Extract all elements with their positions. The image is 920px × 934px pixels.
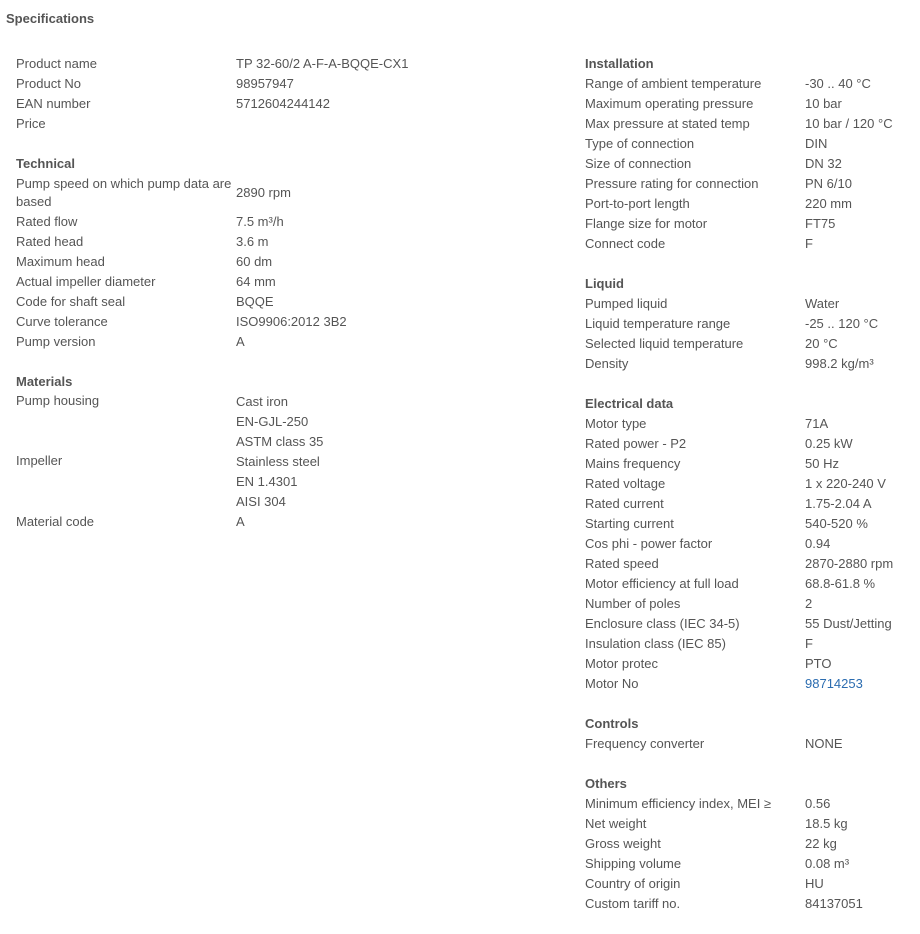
spec-value: F xyxy=(805,636,813,651)
spec-label: Gross weight xyxy=(585,836,661,851)
liquid-section xyxy=(585,274,915,374)
spec-value: PN 6/10 xyxy=(805,176,852,191)
spec-row xyxy=(585,554,915,574)
spec-value: 1 x 220-240 V xyxy=(805,476,886,491)
spec-value: A xyxy=(236,334,245,349)
spec-value: 10 bar / 120 °C xyxy=(805,116,893,131)
spec-value: 0.94 xyxy=(805,536,831,551)
spec-label: Motor type xyxy=(585,416,647,431)
spec-label: Impeller xyxy=(16,453,63,468)
spec-row xyxy=(585,454,915,474)
section-title-others: Others xyxy=(585,776,627,791)
spec-row-product-name xyxy=(16,54,566,74)
installation-section xyxy=(585,54,915,254)
spec-label: Pump version xyxy=(16,334,96,349)
spec-label: Motor protec xyxy=(585,656,658,671)
spec-label: Port-to-port length xyxy=(585,196,690,211)
spec-row xyxy=(585,94,915,114)
spec-value: 2890 rpm xyxy=(236,185,291,200)
spec-row xyxy=(585,114,915,134)
spec-row xyxy=(585,794,915,814)
electrical-section xyxy=(585,394,915,694)
spec-label: Minimum efficiency index, MEI ≥ xyxy=(585,796,772,811)
spec-label: Density xyxy=(585,356,629,371)
spec-row xyxy=(585,334,915,354)
spec-value: 1.75-2.04 A xyxy=(805,496,872,511)
section-title-materials: Materials xyxy=(16,374,73,389)
spec-value: 55 Dust/Jetting xyxy=(805,616,892,631)
spec-value: ASTM class 35 xyxy=(236,434,324,449)
spec-label: Net weight xyxy=(585,816,647,831)
spec-label: Selected liquid temperature xyxy=(585,336,744,351)
spec-value: 84137051 xyxy=(805,896,863,911)
spec-row-rated-head xyxy=(16,232,566,252)
spec-value: 10 bar xyxy=(805,96,842,111)
materials-section xyxy=(16,372,566,532)
spec-row xyxy=(585,154,915,174)
spec-value: 60 dm xyxy=(236,254,273,269)
spec-label: Type of connection xyxy=(585,136,695,151)
technical-section xyxy=(16,154,566,352)
spec-row xyxy=(585,634,915,654)
spec-label: Pumped liquid xyxy=(585,296,668,311)
spec-row xyxy=(585,894,915,914)
spec-value: 50 Hz xyxy=(805,456,839,471)
spec-value: 0.56 xyxy=(805,796,831,811)
spec-label: Max pressure at stated temp xyxy=(585,116,750,131)
spec-row-product-no xyxy=(16,74,566,94)
spec-label: Country of origin xyxy=(585,876,681,891)
spec-row xyxy=(585,354,915,374)
spec-value: 22 kg xyxy=(805,836,837,851)
spec-value: DN 32 xyxy=(805,156,842,171)
spec-row xyxy=(585,594,915,614)
spec-label: Maximum operating pressure xyxy=(585,96,754,111)
spec-label: Rated current xyxy=(585,496,664,511)
spec-row-pump-speed xyxy=(16,174,566,212)
spec-value: FT75 xyxy=(805,216,836,231)
spec-row xyxy=(585,814,915,834)
spec-label: Frequency converter xyxy=(585,736,705,751)
spec-value: 18.5 kg xyxy=(805,816,848,831)
spec-value: Cast iron xyxy=(236,394,289,409)
spec-row-rated-flow xyxy=(16,212,566,232)
spec-value: DIN xyxy=(805,136,828,151)
spec-row xyxy=(585,74,915,94)
section-title-controls: Controls xyxy=(585,716,639,731)
spec-value: 2 xyxy=(805,596,813,611)
spec-value: 998.2 kg/m³ xyxy=(805,356,874,371)
spec-row xyxy=(585,654,915,674)
spec-label: Price xyxy=(16,116,46,131)
spec-label: Maximum head xyxy=(16,254,105,269)
spec-value: 0.08 m³ xyxy=(805,856,850,871)
spec-label: Enclosure class (IEC 34-5) xyxy=(585,616,740,631)
motor-no-link[interactable]: 98714253 xyxy=(805,676,863,691)
spec-label: Starting current xyxy=(585,516,674,531)
spec-label: Code for shaft seal xyxy=(16,294,126,309)
spec-value: 3.6 m xyxy=(236,234,269,249)
spec-value: F xyxy=(805,236,813,251)
spec-row xyxy=(585,234,915,254)
spec-value: BQQE xyxy=(236,294,274,309)
spec-label: Flange size for motor xyxy=(585,216,708,231)
spec-row-pump-version xyxy=(16,332,566,352)
spec-value: HU xyxy=(805,876,824,891)
spec-label: Insulation class (IEC 85) xyxy=(585,636,726,651)
spec-label: Number of poles xyxy=(585,596,681,611)
section-title-liquid: Liquid xyxy=(585,276,624,291)
spec-row xyxy=(585,514,915,534)
spec-label: Size of connection xyxy=(585,156,692,171)
spec-label: Range of ambient temperature xyxy=(585,76,762,91)
spec-row xyxy=(585,314,915,334)
others-section xyxy=(585,774,915,914)
spec-row xyxy=(585,574,915,594)
spec-value: 64 mm xyxy=(236,274,276,289)
spec-label: Cos phi - power factor xyxy=(585,536,713,551)
spec-row xyxy=(585,474,915,494)
spec-label: Actual impeller diameter xyxy=(16,274,156,289)
spec-row-shaft-seal xyxy=(16,292,566,312)
spec-value: 71A xyxy=(805,416,829,431)
spec-value: -30 .. 40 °C xyxy=(805,76,871,91)
spec-label: Pump speed on which pump data are based xyxy=(16,176,232,209)
spec-value: 20 °C xyxy=(805,336,838,351)
spec-row-price xyxy=(16,114,566,134)
spec-value: -25 .. 120 °C xyxy=(805,316,879,331)
spec-value: 68.8-61.8 % xyxy=(805,576,876,591)
spec-label: Rated head xyxy=(16,234,84,249)
spec-label: Curve tolerance xyxy=(16,314,108,329)
section-title-installation: Installation xyxy=(585,56,654,71)
spec-label: Rated speed xyxy=(585,556,659,571)
section-title-technical: Technical xyxy=(16,156,76,171)
spec-label: Motor No xyxy=(585,676,639,691)
spec-row xyxy=(585,614,915,634)
spec-row-impeller xyxy=(16,452,566,512)
spec-value: NONE xyxy=(805,736,843,751)
spec-value: EN 1.4301 xyxy=(236,474,298,489)
spec-value: 5712604244142 xyxy=(236,96,330,111)
spec-row xyxy=(585,414,915,434)
spec-row-maximum-head xyxy=(16,252,566,272)
spec-label: Product No xyxy=(16,76,82,91)
spec-label: Motor efficiency at full load xyxy=(585,576,739,591)
spec-label: Liquid temperature range xyxy=(585,316,731,331)
spec-row xyxy=(585,174,915,194)
spec-label: Rated power - P2 xyxy=(585,436,687,451)
spec-value: AISI 304 xyxy=(236,494,286,509)
spec-row xyxy=(585,294,915,314)
spec-value: EN-GJL-250 xyxy=(236,414,309,429)
spec-label: Mains frequency xyxy=(585,456,681,471)
spec-label: Product name xyxy=(16,56,97,71)
spec-value: TP 32-60/2 A-F-A-BQQE-CX1 xyxy=(236,56,409,71)
spec-value: 220 mm xyxy=(805,196,852,211)
spec-row xyxy=(585,534,915,554)
spec-row xyxy=(585,734,915,754)
spec-row-ean xyxy=(16,94,566,114)
spec-value: 540-520 % xyxy=(805,516,868,531)
spec-value: Stainless steel xyxy=(236,454,320,469)
spec-label: Rated voltage xyxy=(585,476,666,491)
controls-section xyxy=(585,714,915,754)
spec-label: Rated flow xyxy=(16,214,78,229)
spec-value: PTO xyxy=(805,656,832,671)
spec-row-pump-housing xyxy=(16,392,566,452)
spec-label: Material code xyxy=(16,514,95,529)
general-section xyxy=(16,54,566,134)
spec-label: Connect code xyxy=(585,236,666,251)
spec-row-material-code xyxy=(16,512,566,532)
spec-row-curve-tolerance xyxy=(16,312,566,332)
section-title-electrical: Electrical data xyxy=(585,396,674,411)
spec-row xyxy=(585,214,915,234)
spec-value: 0.25 kW xyxy=(805,436,853,451)
spec-value: 7.5 m³/h xyxy=(236,214,284,229)
spec-row xyxy=(585,434,915,454)
spec-label: EAN number xyxy=(16,96,91,111)
spec-label: Pressure rating for connection xyxy=(585,176,759,191)
spec-value-list xyxy=(236,392,566,452)
spec-label: Custom tariff no. xyxy=(585,896,681,911)
left-spec-column xyxy=(16,54,566,552)
spec-row xyxy=(585,854,915,874)
spec-row-motor-no xyxy=(585,674,915,694)
spec-value: Water xyxy=(805,296,840,311)
spec-row-impeller-diameter xyxy=(16,272,566,292)
spec-value: 98957947 xyxy=(236,76,294,91)
spec-value: 2870-2880 rpm xyxy=(805,556,894,571)
spec-value-list xyxy=(236,452,566,512)
spec-row xyxy=(585,134,915,154)
spec-label: Shipping volume xyxy=(585,856,682,871)
spec-row xyxy=(585,834,915,854)
spec-row xyxy=(585,194,915,214)
spec-label: Pump housing xyxy=(16,393,100,408)
page-title: Specifications xyxy=(6,11,95,26)
spec-row xyxy=(585,494,915,514)
spec-value: ISO9906:2012 3B2 xyxy=(236,314,347,329)
right-spec-column xyxy=(585,54,915,934)
spec-row xyxy=(585,874,915,894)
spec-value: A xyxy=(236,514,245,529)
